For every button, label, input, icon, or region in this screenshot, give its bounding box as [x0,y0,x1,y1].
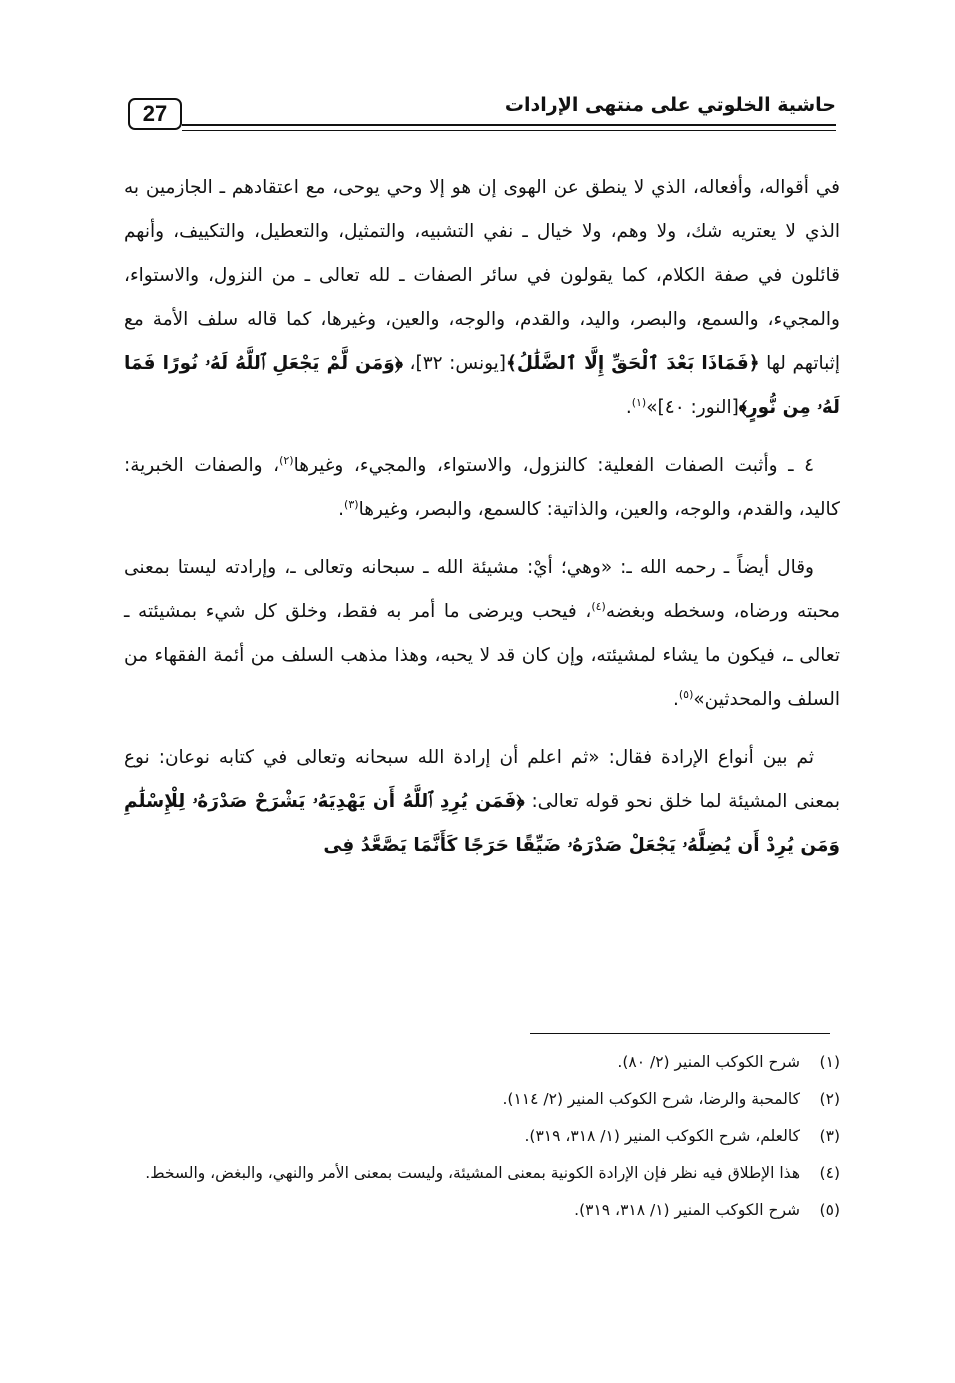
paragraph-4 [124,736,840,868]
footnote-text: كالمحبة والرضا، شرح الكوكب المنير (٢/ ١١٤). [502,1090,800,1108]
verse-reference: [النور: ٤٠]» [646,397,739,418]
footnote-marker: (٥) [678,687,694,701]
paragraph-text: وقال أيضاً ـ رحمه الله ـ: «وهي؛ أيْ: مشيئة الله ـ سبحانه وتعالى ـ، وإرادته ليستا بمعنى محبته ورضاه، وسخطه وبغضه [124,557,840,622]
paragraph-text: ، فيحب ويرضى ما أمر به فقط، وخلق كل شيء بمشيئته ـ تعالى ـ، فيكون ما يشاء لمشيئته، وإن كان قد لا يحبه، وهذا مذهب السلف من أئمة الفقهاء من السلف والمحدثين» [124,601,840,710]
footnote-marker: (٣) [344,497,359,511]
footnote-number: (٣) [819,1127,840,1145]
verse-reference: [يونس: ٣٢]، [402,353,507,374]
quran-verse: ﴿فَمَن يُرِدِ ٱللَّهُ أَن يَهْدِيَهُۥ يَشْرَحْ صَدْرَهُۥ لِلْإِسْلَٰمِ وَمَن يُرِدْ أَن يُضِلَّهُۥ يَجْعَلْ صَدْرَهُۥ ضَيِّقًا حَرَجًا كَأَنَّمَا يَصَّعَّدُ فِى [124,791,840,856]
paragraph-text: ، والصفات الخبرية: كاليد، والقدم، والوجه، والعين، والذاتية: كالسمع، والبصر، وغيرها [124,455,840,520]
footnote-text: شرح الكوكب المنير (٢/ ٨٠). [617,1053,800,1071]
footnote-text: كالعلم، شرح الكوكب المنير (١/ ٣١٨، ٣١٩). [524,1127,800,1145]
body-text [124,166,840,882]
footnote-marker: (١) [631,395,647,409]
running-title: حاشية الخلوتي على منتهى الإرادات [504,94,836,116]
footnote-text: شرح الكوكب المنير (١/ ٣١٨، ٣١٩). [574,1201,800,1219]
footnotes [124,1044,840,1229]
footnote-number: (١) [819,1053,840,1071]
header-rule-thin [182,130,836,131]
footnote-marker: (٢) [279,453,294,467]
paragraph-text: في أقواله، وأفعاله، الذي لا ينطق عن الهوى إن هو إلا وحي يوحى، مع اعتقادهم ـ الجازمين به الذي لا يعتريه شك، ولا وهم، ولا خيال ـ نفي التشبيه، والتمثيل، والتعطيل، والتكييف، وأنهم قائلون في صفة الكلام، كما يقولون في سائر الصفات ـ لله تعالى ـ من النزول، والاستواء، والمجيء، والسمع، والبصر، واليد، والقدم، والوجه، والعين، وغيرها، كما قاله سلف الأمة مع إثباتهم لها [124,177,840,374]
paragraph-1: في أقواله، وأفعاله، الذي لا ينطق عن الهوى إن هو إلا وحي يوحى، مع اعتقادهم ـ الجازمين به الذي لا يعتريه شك، ولا وهم، ولا خيال ـ نفي التشبيه، والتمثيل، والتعطيل، والتكييف، وأنهم قائلون في صفة الكلام، كما يقولون في سائر الصفات ـ لله تعالى ـ من النزول، والاستواء، والمجيء، والسمع، والبصر، واليد، والقدم، والوجه، والعين، وغيرها، كما قاله سلف الأمة مع إثباتهم لها ﴿فَمَاذَا بَعْدَ ٱلْحَقِّ إِلَّا ٱلضَّلَٰلُ﴾[يونس: ٣٢]، ﴿وَمَن لَّمْ يَجْعَلِ ٱللَّهُ لَهُۥ نُورًا فَمَا لَهُۥ مِن نُّورٍ﴾[النور: ٤٠]»$^{(١)}$. [124,177,840,418]
paragraph-3: وقال أيضاً ـ رحمه الله ـ: «وهي؛ أيْ: مشيئة الله ـ سبحانه وتعالى ـ، وإرادته ليستا بمعنى محبته ورضاه، وسخطه وبغضه$^{(٤)}$، فيحب ويرضى ما أمر به فقط، وخلق كل شيء بمشيئته ـ تعالى ـ، فيكون ما يشاء لمشيئته، وإن كان قد لا يحبه، وهذا مذهب السلف من أئمة الفقهاء من السلف والمحدثين»$^{(٥)}$. [124,557,840,710]
footnote-text: هذا الإطلاق فيه نظر فإن الإرادة الكونية بمعنى المشيئة، وليست بمعنى الأمر والنهي، والبغض، والسخط. [145,1164,800,1182]
header-rule [182,124,836,126]
footnote-number: (٢) [819,1090,840,1108]
footnote-marker: (٤) [591,599,606,613]
footnote [124,1155,840,1192]
quran-verse: ﴿فَمَاذَا بَعْدَ ٱلْحَقِّ إِلَّا ٱلضَّلَٰلُ﴾ [506,353,760,374]
footnote [124,1118,840,1155]
paragraph-text: ٤ ـ وأثبت الصفات الفعلية: كالنزول، والاستواء، والمجيء، وغيرها [293,455,814,476]
quran-verse: ﴿وَمَن لَّمْ يَجْعَلِ ٱللَّهُ لَهُۥ نُورًا فَمَا لَهُۥ مِن نُّورٍ﴾ [124,353,840,418]
page-number: 27 [128,98,182,130]
footnote-separator [530,1033,830,1034]
footnote-number: (٥) [819,1201,840,1219]
footnote [124,1192,840,1229]
paragraph-2: ٤ ـ وأثبت الصفات الفعلية: كالنزول، والاستواء، والمجيء، وغيرها$^{(٢)}$، والصفات الخبرية: كاليد، والقدم، والوجه، والعين، والذاتية: كالسمع، والبصر، وغيرها$^{(٣)}$. [124,453,840,520]
footnote [124,1044,840,1081]
page-header [128,94,836,140]
paragraph-text: ثم بين أنواع الإرادة فقال: «ثم اعلم أن إرادة الله سبحانه وتعالى في كتابه نوعان: نوع بمعنى المشيئة لما خلق نحو قوله تعالى: [124,747,841,812]
footnote [124,1081,840,1118]
footnote-number: (٤) [819,1164,840,1182]
